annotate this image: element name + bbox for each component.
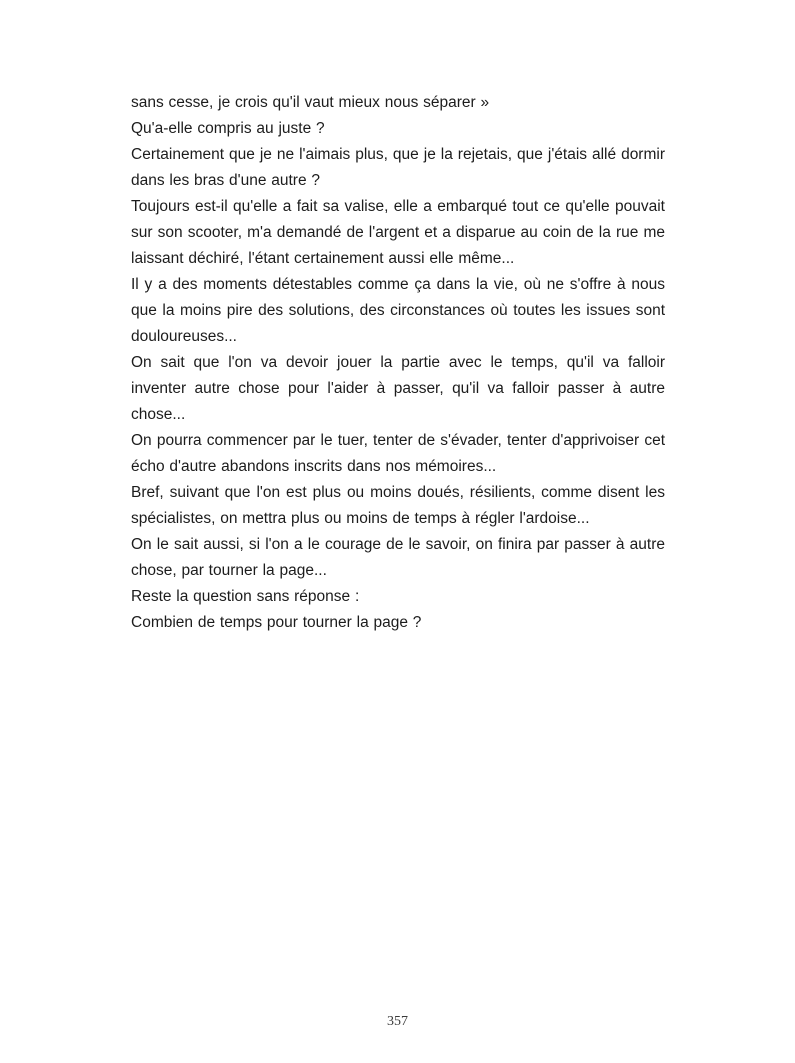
body-paragraph: On sait que l'on va devoir jouer la partie avec le temps, qu'il va falloir inventer autre chose pour l'aider à passer, qu'il va falloir passer à autre chose... <box>131 354 665 423</box>
body-text-block <box>131 90 665 636</box>
body-paragraph: Toujours est-il qu'elle a fait sa valise, elle a embarqué tout ce qu'elle pouvait sur son scooter, m'a demandé de l'argent et a disparue au coin de la rue me laissant déchiré, l'étant certainement aussi elle même... <box>131 198 665 267</box>
body-paragraph: sans cesse, je crois qu'il vaut mieux nous séparer » <box>131 94 490 111</box>
body-paragraph: Combien de temps pour tourner la page ? <box>131 614 422 631</box>
page-number: 357 <box>387 1014 408 1029</box>
body-paragraph: Certainement que je ne l'aimais plus, que je la rejetais, que j'étais allé dormir dans les bras d'une autre ? <box>131 146 665 189</box>
body-paragraph: Qu'a-elle compris au juste ? <box>131 120 325 137</box>
body-paragraph: Reste la question sans réponse : <box>131 588 360 605</box>
body-paragraph: Bref, suivant que l'on est plus ou moins doués, résilients, comme disent les spécialistes, on mettra plus ou moins de temps à régler l'ardoise... <box>131 484 665 527</box>
body-paragraph: Il y a des moments détestables comme ça dans la vie, où ne s'offre à nous que la moins pire des solutions, des circonstances où toutes les issues sont douloureuses... <box>131 276 665 345</box>
body-paragraph: On pourra commencer par le tuer, tenter de s'évader, tenter d'apprivoiser cet écho d'autre abandons inscrits dans nos mémoires... <box>131 432 665 475</box>
body-paragraph: On le sait aussi, si l'on a le courage de le savoir, on finira par passer à autre chose, par tourner la page... <box>131 536 665 579</box>
